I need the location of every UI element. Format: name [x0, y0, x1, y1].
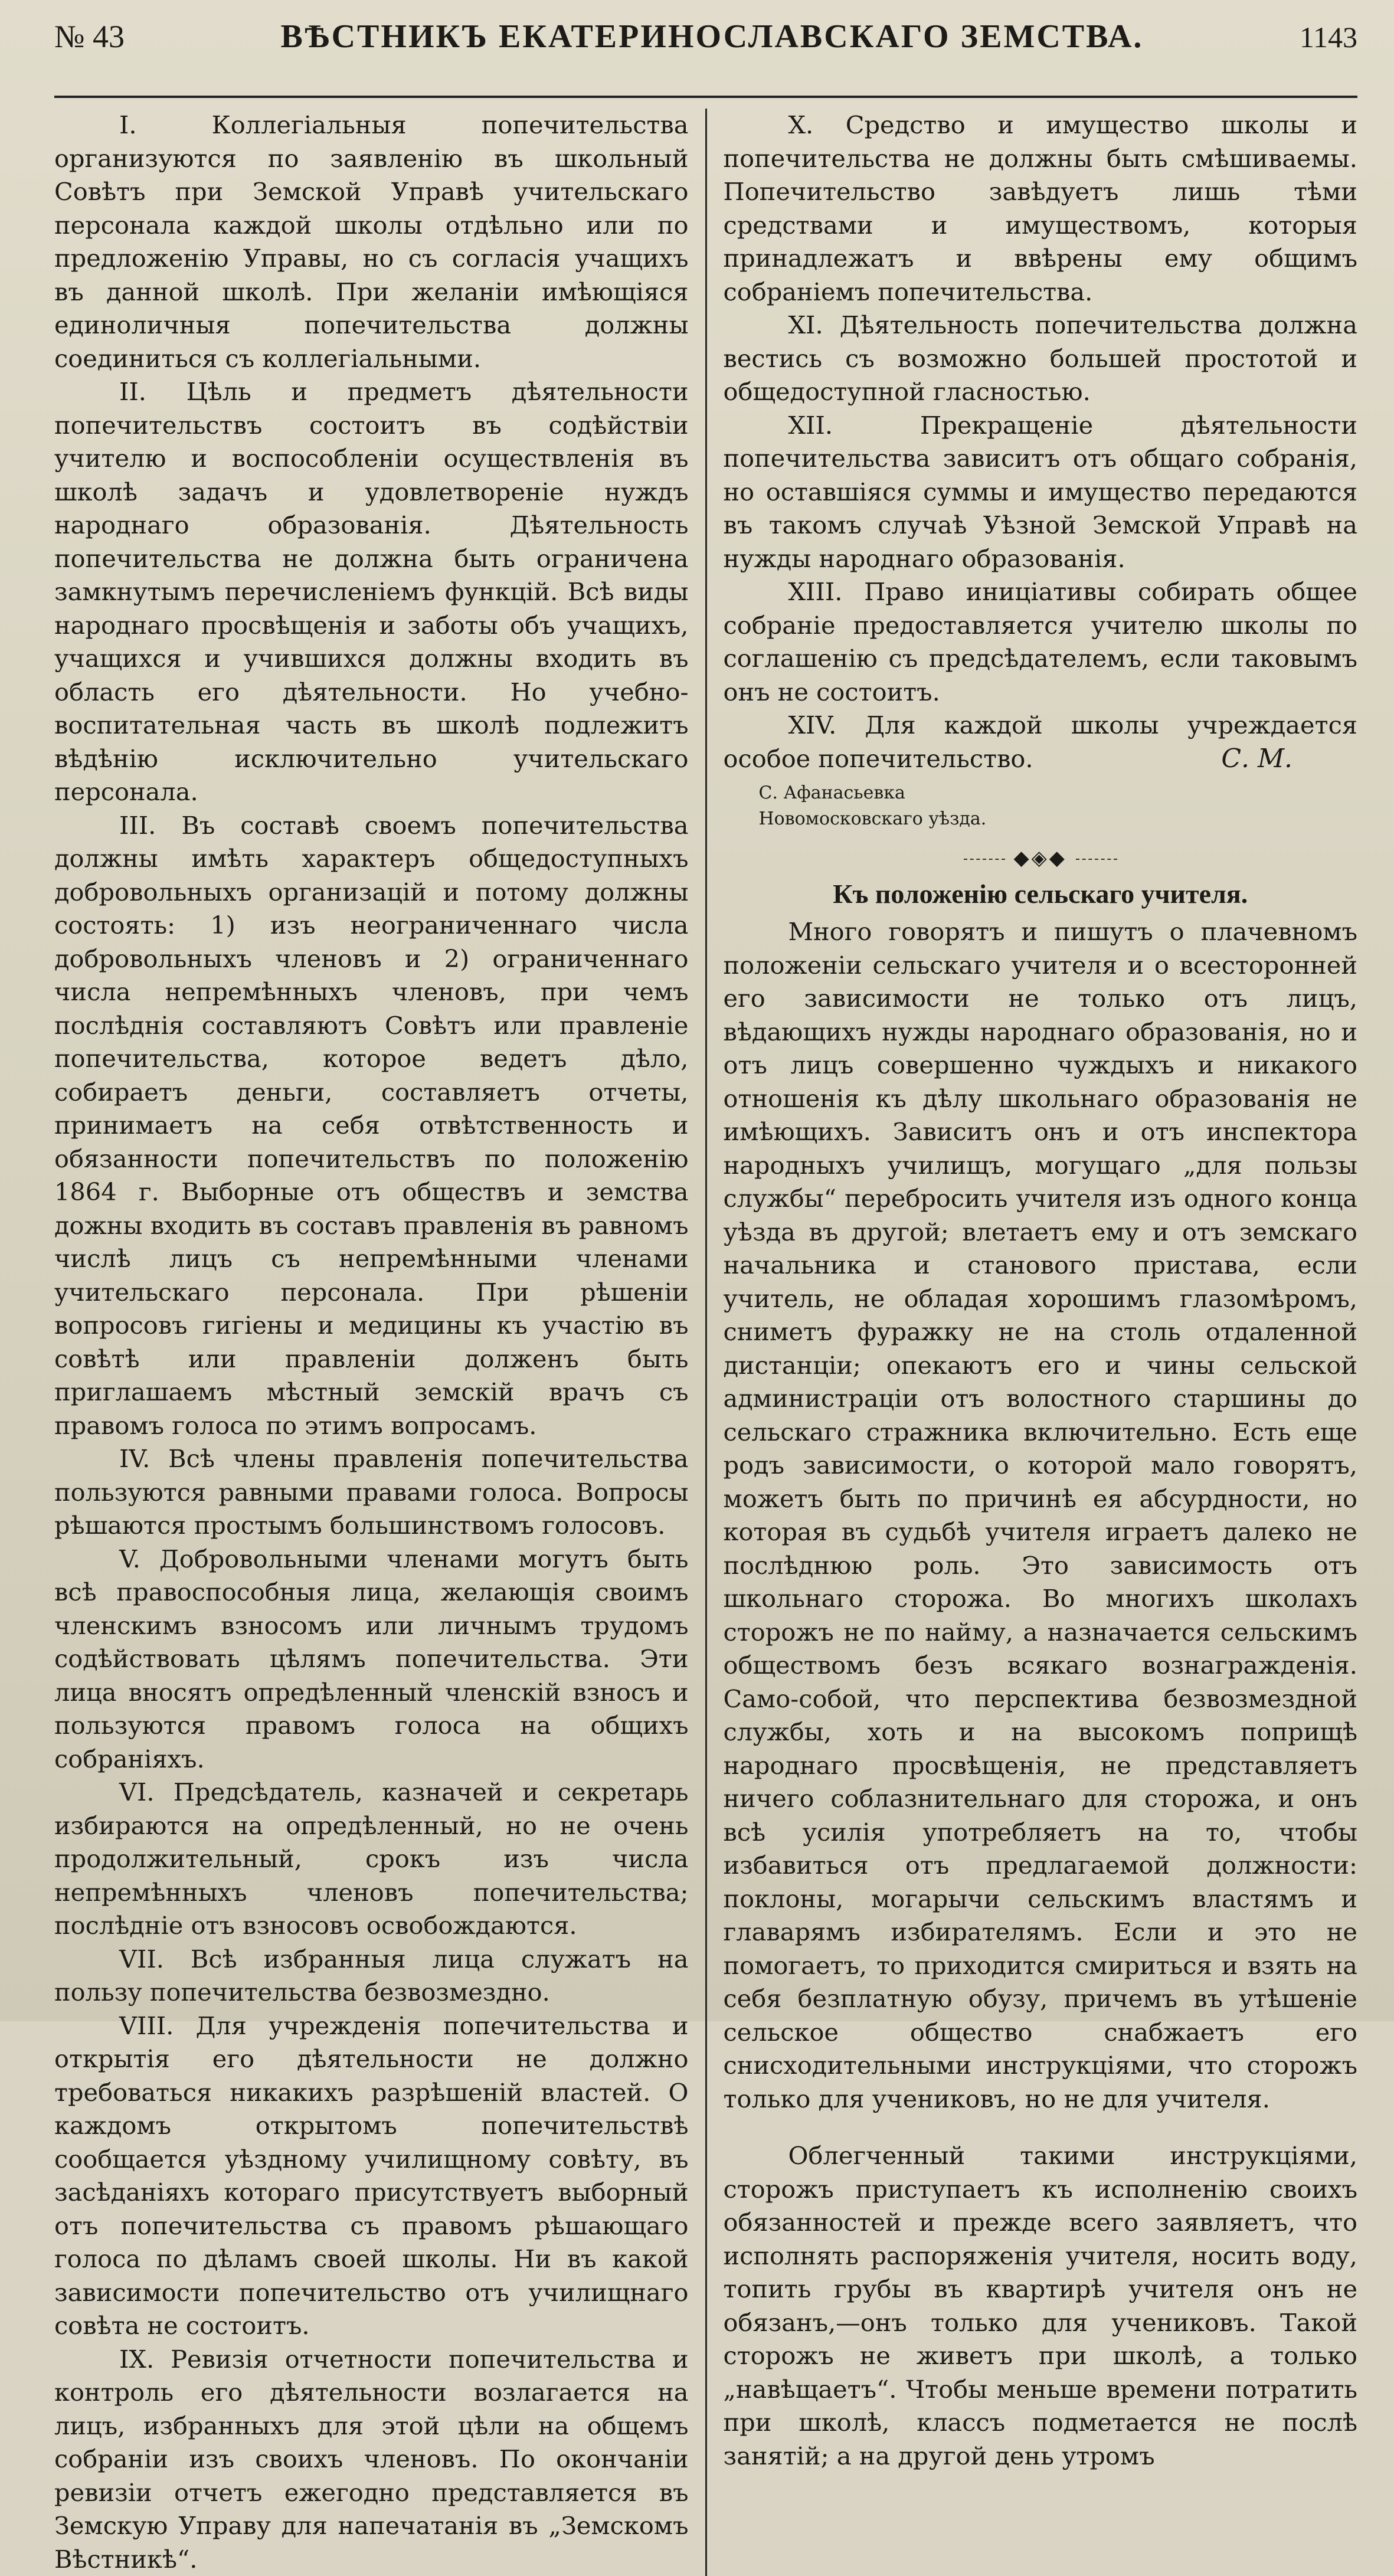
- paragraph: Много говорятъ и пишутъ о плачевномъ положеніи сельскаго учителя и о всесторонней его зависимости не только отъ лицъ, вѣдающихъ нужды народнаго образованія, но и отъ лицъ совершенно чуждыхъ и никакого отношенія къ дѣлу школьнаго образованія не имѣющихъ. Зависитъ онъ и отъ инспектора народныхъ училищъ, могущаго „для пользы службы“ перебросить учителя изъ одного конца уѣзда въ другой; влетаетъ ему и отъ земскаго начальника и станового пристава, если учитель, не обладая хорошимъ глазомѣромъ, сниметъ фуражку не на столь отдаленной дистанціи; опекаютъ его и чины сельской администраціи отъ волостного старшины до сельскаго стражника включительно. Есть еще родъ зависимости, о которой мало говорятъ, можетъ быть по причинѣ ея абсурдности, но которая въ судьбѣ учителя играетъ далеко не послѣднюю роль. Это зависимость отъ школьнаго сторожа. Во многихъ школахъ сторожъ не по найму, а назначается сельскимъ обществомъ безъ всякаго вознагражденія. Само-собой, что перспектива безвозмездной службы, хоть и на высокомъ поприщѣ народнаго просвѣщенія, не представляетъ ничего соблазнительнаго для сторожа, и онъ всѣ усилія употребляетъ на то, чтобы избавиться отъ предлагаемой должности: поклоны, могарычи сельскимъ властямъ и главарямъ избирателямъ. Если и это не помогаетъ, то приходится смириться и взять на себя безплатную обузу, причемъ въ утѣшеніе сельское общество снабжаетъ его снисходительными инструкціями, что сторожъ только для учениковъ, но не для учителя.: [724, 915, 1358, 2116]
- left-column: [54, 109, 705, 2576]
- page-header: [54, 18, 1357, 77]
- paragraph: XIV. Для каждой школы учреждается особое попечительство.: [724, 709, 1358, 775]
- section-ornament: [724, 846, 1358, 870]
- paragraph: XIII. Право иниціативы собирать общее собраніе предоставляется учителю школы по соглашенію съ предсѣдателемъ, если таковымъ онъ не состоитъ.: [724, 575, 1358, 709]
- text-columns: [54, 109, 1357, 2576]
- paragraph: X. Средство и имущество школы и попечительства не должны быть смѣшиваемы. Попечительство завѣдуетъ лишь тѣми средствами и имуществомъ, которыя принадлежатъ и ввѣрены ему общимъ собраніемъ попечительства.: [724, 109, 1358, 309]
- page-number: 1143: [1300, 20, 1357, 54]
- ornament-dash-right: [1076, 859, 1117, 860]
- signature: С. М.: [724, 742, 1358, 775]
- publication-title: ВѢСТНИКЪ ЕКАТЕРИНОСЛАВСКАГО ЗЕМСТВА.: [280, 18, 1143, 55]
- source-district: Новомосковскаго уѣзда.: [759, 806, 1358, 832]
- paragraph: II. Цѣль и предметъ дѣятельности попечительствъ состоитъ въ содѣйствіи учителю и воспособленіи осуществленія въ школѣ задачъ и удовлетвореніе нуждъ народнаго образованія. Дѣятельность попечительства не должна быть ограничена замкнутымъ перечисленіемъ функцій. Всѣ виды народнаго просвѣщенія и заботы объ учащихъ, учащихся и учившихся должны входить въ область его дѣятельности. Но учебно-воспитательная часть въ школѣ подлежитъ вѣдѣнію исключительно учительскаго персонала.: [54, 375, 689, 809]
- paragraph: VIII. Для учрежденія попечительства и открытія его дѣятельности не должно требоваться никакихъ разрѣшеній властей. О каждомъ открытомъ попечительствѣ сообщается уѣздному училищному совѣту, въ засѣданіяхъ котораго присутствуетъ выборный отъ попечительства съ правомъ рѣшающаго голоса по дѣламъ своей школы. Ни въ какой зависимости попечительство отъ училищнаго совѣта не состоитъ.: [54, 2009, 689, 2343]
- article-title: Къ положенію сельскаго учителя.: [724, 878, 1358, 909]
- right-column: [705, 109, 1358, 2576]
- paragraph: IX. Ревизія отчетности попечительства и контроль его дѣятельности возлагается на лицъ, избранныхъ для этой цѣли на общемъ собраніи изъ своихъ членовъ. По окончаніи ревизіи отчетъ ежегодно представляется въ Земскую Управу для напечатанія въ „Земскомъ Вѣстникѣ“.: [54, 2343, 689, 2576]
- paragraph: Облегченный такими инструкціями, сторожъ приступаетъ къ исполненію своихъ обязанностей и прежде всего заявляетъ, что исполнять распоряженія учителя, носить воду, топить грубы въ квартирѣ учителя онъ не обязанъ,—онъ только для учениковъ. Такой сторожъ не живетъ при школѣ, а только „навѣщаетъ“. Чтобы меньше времени потратить при школѣ, классъ подметается не послѣ занятій; а на другой день утромъ: [724, 2139, 1358, 2473]
- paragraph: XII. Прекращеніе дѣятельности попечительства зависитъ отъ общаго собранія, но оставшіяся суммы и имущество передаются въ такомъ случаѣ Уѣзной Земской Управѣ на нужды народнаго образованія.: [724, 409, 1358, 576]
- ornament-diamond-icon: ◆◈◆: [1014, 846, 1067, 870]
- paragraph: III. Въ составѣ своемъ попечительства должны имѣть характеръ общедоступныхъ добровольныхъ организацій и потому должны состоять: 1) изъ неограниченнаго числа добровольныхъ членовъ и 2) ограниченнаго числа непремѣнныхъ членовъ, при чемъ послѣднія составляютъ Совѣтъ или правленіе попечительства, которое ведетъ дѣло, собираетъ деньги, составляетъ отчеты, принимаетъ на себя отвѣтственность и обязанности попечительствъ по положенію 1864 г. Выборные отъ обществъ и земства дожны входить въ составъ правленія въ равномъ числѣ лицъ съ непремѣнными членами учительскаго персонала. При рѣшеніи вопросовъ гигіены и медицины къ участію въ совѣтѣ или правленіи долженъ быть приглашаемъ мѣстный земскій врачъ съ правомъ голоса по этимъ вопросамъ.: [54, 809, 689, 1443]
- issue-number: № 43: [54, 18, 125, 55]
- paragraph: VII. Всѣ избранныя лица служатъ на пользу попечительства безвозмездно.: [54, 1943, 689, 2009]
- ornament-dash-left: [964, 859, 1005, 860]
- source-village: С. Афанасьевка: [759, 780, 1358, 806]
- header-rule: [54, 96, 1357, 98]
- paragraph-gap: [724, 2116, 1358, 2139]
- paragraph: XI. Дѣятельность попечительства должна вестись съ возможно большей простотой и общедоступной гласностью.: [724, 309, 1358, 409]
- paragraph: IV. Всѣ члены правленія попечительства пользуются равными правами голоса. Вопросы рѣшаются простымъ большинствомъ голосовъ.: [54, 1442, 689, 1543]
- paragraph: V. Добровольными членами могутъ быть всѣ правоспособныя лица, желающія своимъ членскимъ взносомъ или личнымъ трудомъ содѣйствовать цѣлямъ попечительства. Эти лица вносятъ опредѣленный членскій взносъ и пользуются правомъ голоса на общихъ собраніяхъ.: [54, 1543, 689, 1776]
- paragraph: VI. Предсѣдатель, казначей и секретарь избираются на опредѣленный, но не очень продолжительный, срокъ изъ числа непремѣнныхъ членовъ попечительства; послѣдніе отъ взносовъ освобождаются.: [54, 1776, 689, 1943]
- paragraph: I. Коллегіальныя попечительства организуются по заявленію въ школьный Совѣтъ при Земской Управѣ учительскаго персонала каждой школы отдѣльно или по предложенію Управы, но съ согласія учащихъ въ данной школѣ. При желаніи имѣющіяся единоличныя попечительства должны соединиться съ коллегіальными.: [54, 109, 689, 375]
